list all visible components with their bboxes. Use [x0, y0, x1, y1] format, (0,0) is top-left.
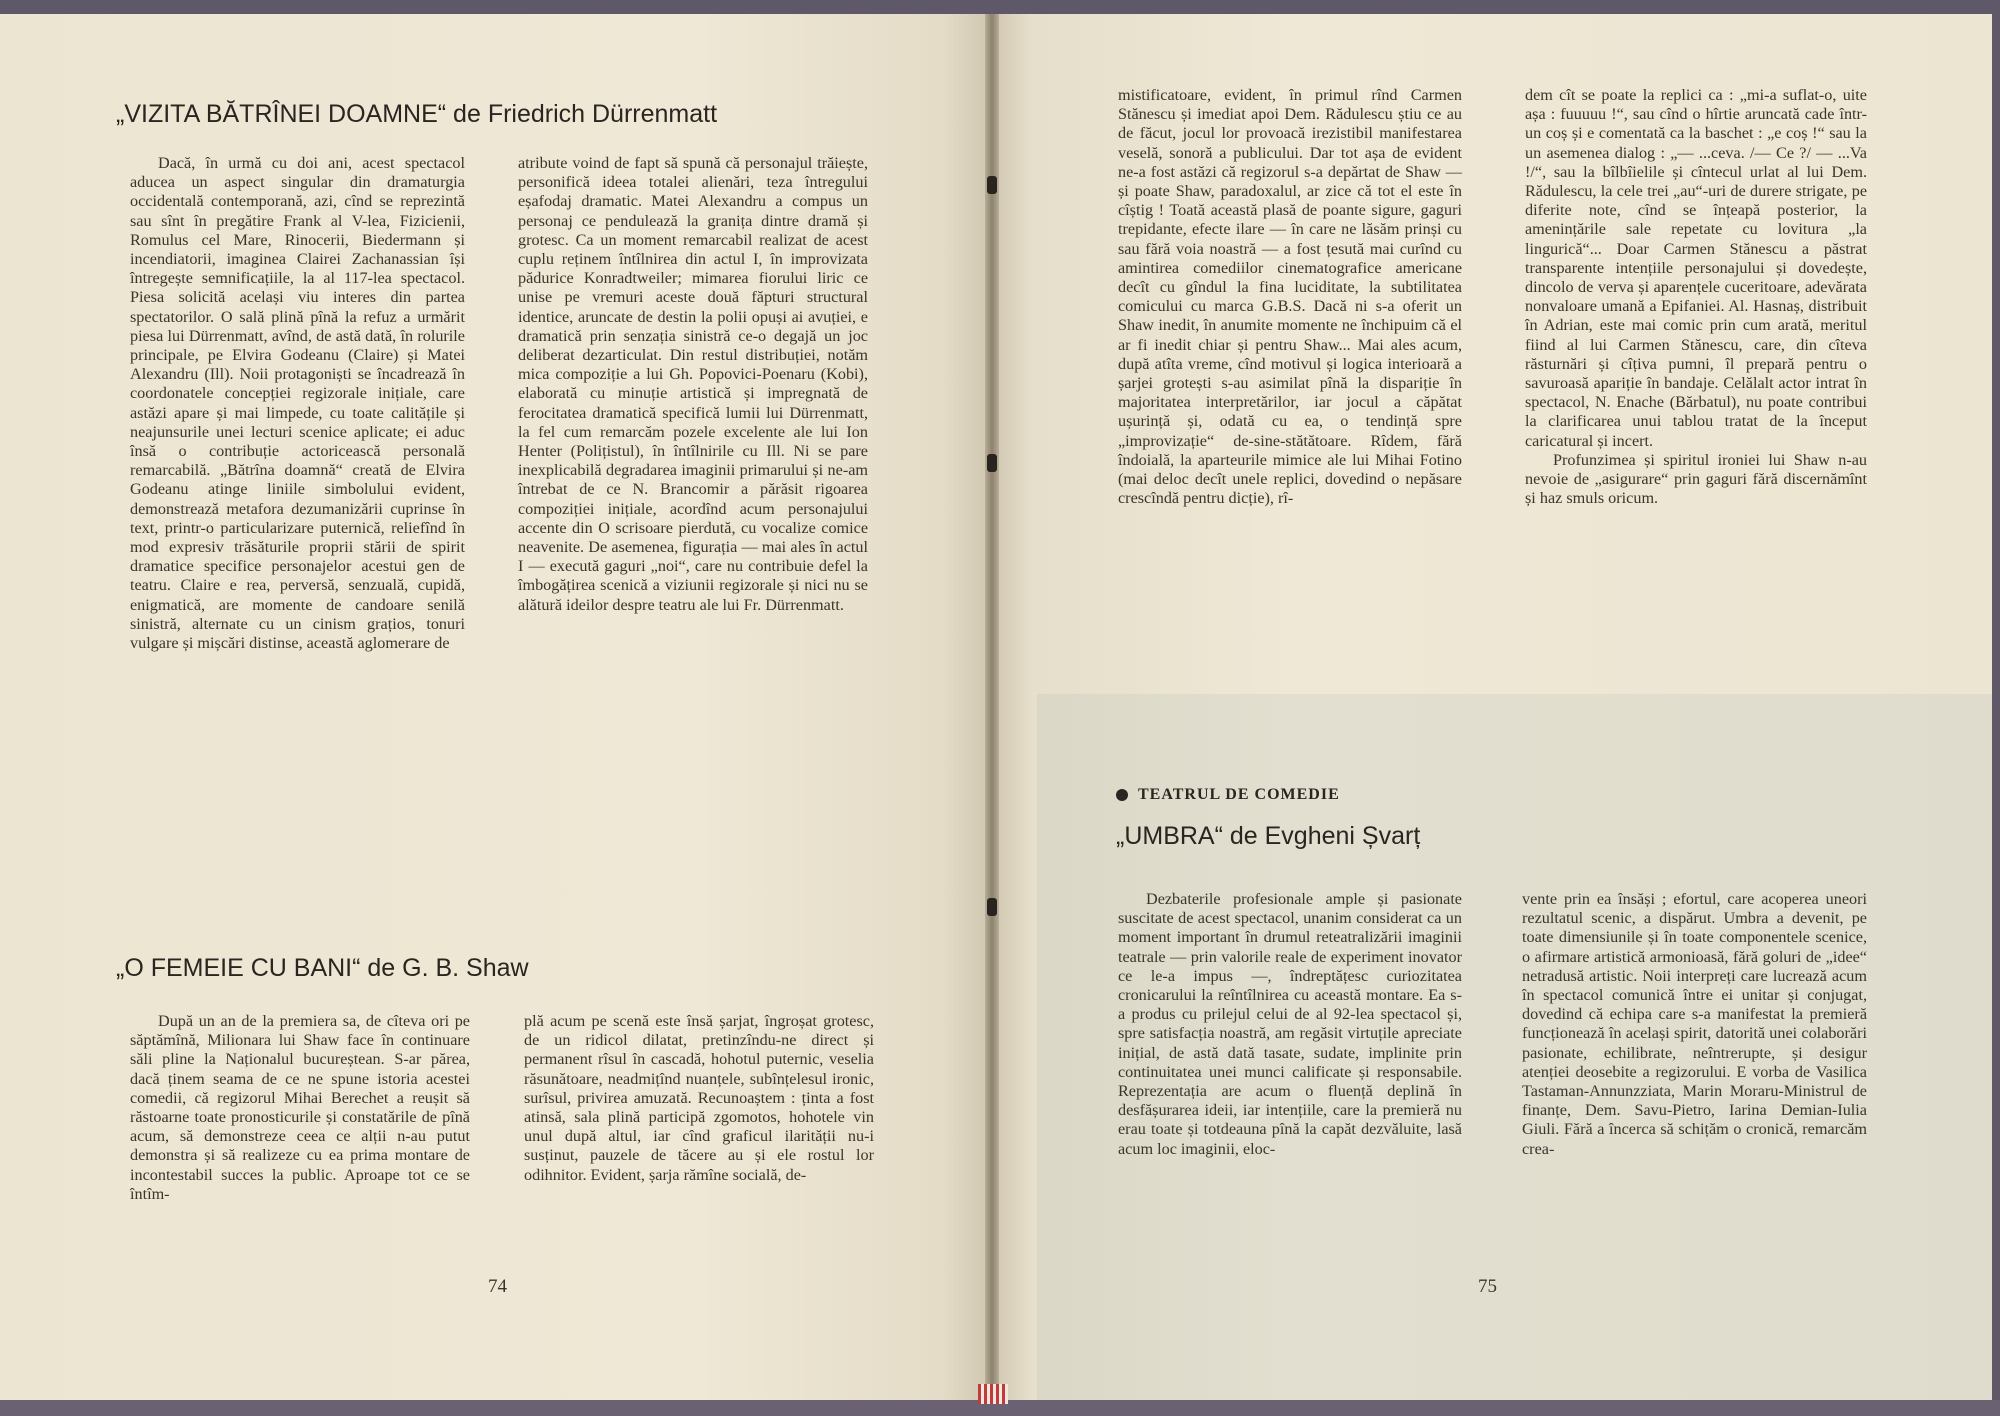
paragraph: plă acum pe scenă este însă șarjat, îngroșat grotesc, de un ridicol dilatat, pretinzîndu-ne direct și permanent rîsul în cascadă, hohotul puternic, veselia răsunătoare, neadmițînd nuanțele, subînțelesul ironic, surîsul, privirea amuzată. Recunoaștem : ținta a fost atinsă, sala plină participă zgomotos, hohotele vin unul după altul, iar cînd graficul ilarității nu-i susținut, pauzele de tăcere au și ele rostul lor odihnitor. Evident, șarja rămîne socială, de- — [524, 1012, 874, 1184]
binding-stitch — [987, 898, 997, 916]
article-umbra-col1 — [1118, 890, 1462, 1159]
paragraph: După un an de la premiera sa, de cîteva ori pe săptămînă, Milionara lui Shaw face în continuare săli pline la Naționalul bucureștean. S-ar părea, dacă ținem seama de ce ne spune istoria acestei comedii, că regizorul Mihai Berechet a reușit să răstoarne toate pronosticurile și constatările de pînă acum, să demonstreze ceea ce alții n-au putut demonstra și să realizeze cu ea prima montare de incontestabil succes la public. Aproape tot ce se întîm- — [130, 1012, 470, 1203]
section-name: TEATRUL DE COMEDIE — [1138, 786, 1340, 803]
book-spread — [0, 14, 2000, 1400]
book-spine — [985, 14, 999, 1400]
article-title-umbra: „UMBRA“ de Evgheni Șvarț — [1116, 822, 1421, 850]
page-number: 75 — [1478, 1276, 1497, 1297]
continuation-col1 — [1118, 86, 1462, 508]
paragraph: Dacă, în urmă cu doi ani, acest spectacol aducea un aspect singular din dramaturgia occidentală contemporană, azi, cînd se reprezintă sau sînt în pregătire Frank al V-lea, Fizicienii, Romulus cel Mare, Rinocerii, Biedermann și incendiatorii, imaginea Clairei Zachanassian își întregește semnificațiile, la al 117-lea spectacol. Piesa solicită același viu interes din partea spectatorilor. O sală plină pînă la refuz a urmărit piesa lui Dürrenmatt, avînd, de astă dată, în rolurile principale, pe Elvira Godeanu (Claire) și Matei Alexandru (Ill). Noii protagoniști se încadrează în coordonatele concepției regizorale inițiale, care astăzi apare și mai limpede, cu toate calitățile și neajunsurile unei lecturi scenice aplicate; ei aduc însă o contribuție actoricească personală remarcabilă. „Bătrîna doamnă“ creată de Elvira Godeanu atinge liniile simbolului evident, demonstrează metafora dezumanizării cuprinse în text, printr-o particularizare puternică, reliefînd în mod expresiv trăsăturile proprii stării de spirit dramatice specifice personajelor acestui gen de teatru. Claire e rea, perversă, senzuală, cupidă, enigmatică, are momente de candoare senilă sinistră, alternate cu un cinism grațios, tonuri vulgare și mișcări distinse, această aglomerare de — [130, 154, 465, 653]
article-vizita-col1 — [130, 154, 465, 653]
binding-stitch — [987, 454, 997, 472]
paragraph: vente prin ea însăși ; efortul, care acoperea uneori rezultatul scenic, a dispărut. Umbra a devenit, pe toate dimensiunile și în toate componentele scenice, o afirmare artistică armonioasă, fără goluri de „idee“ netradusă artistic. Noii interpreți care lucrează acum în spectacol comunică între ei unitar și conjugat, dovedind că echipa care s-a manifestat la premieră funcționează în același spirit, datorită unei colaborări pasionate, echilibrate, neîntrerupte, și desigur atenției deosebite a regizorului. E vorba de Vasilica Tastaman-Annunzziata, Marin Moraru-Ministrul de finanțe, Dem. Savu-Pietro, Iarina Demian-Iulia Giuli. Fără a încerca să schițăm o cronică, remarcăm crea- — [1522, 890, 1867, 1158]
bookmark-ribbon — [978, 1384, 1008, 1404]
article-title-femeie: „O FEMEIE CU BANI“ de G. B. Shaw — [116, 954, 529, 982]
section-label — [1116, 786, 1340, 804]
binding-stitch — [987, 176, 997, 194]
article-umbra-col2 — [1522, 890, 1867, 1159]
article-title-vizita: „VIZITA BĂTRÎNEI DOAMNE“ de Friedrich Dürrenmatt — [116, 100, 718, 128]
paragraph: mistificatoare, evident, în primul rînd Carmen Stănescu și imediat apoi Dem. Rădulescu știu ce au de făcut, jocul lor provoacă irezistibil manifestarea veselă, sonoră a publicului. Dar tot așa de evident ne-a fost astăzi că regizorul s-a depărtat de Shaw — și poate Shaw, paradoxalul, ar zice că tot el este în cîștig ! Toată această plasă de poante sigure, gaguri trepidante, efecte ilare — în care ne lăsăm prinși cu sau fără voia noastră — a fost țesută mai curînd cu amintirea comediilor cinematografice americane decît cu gîndul la fina luciditate, la subtilitatea comicului cu marca G.B.S. Dacă ni s-a oferit un Shaw inedit, în anumite momente ne închipuim că el ar fi inedit chiar și pentru Shaw... Mai ales acum, după atîta vreme, cînd motivul și logica interioară a șarjei grotești s-au asimilat pînă la dispariție în majoritatea interpretărilor, iar jocul a căpătat ușurință și, odată cu ea, o tendință spre „improvizație“ de-sine-stătătoare. Rîdem, fără îndoială, la aparteurile mimice ale lui Mihai Fotino (mai deloc decît unele replici, dovedind o nepăsare crescîndă pentru dicție), rî- — [1118, 86, 1462, 508]
paragraph: dem cît se poate la replici ca : „mi-a suflat-o, uite așa : fuuuuu !“, sau cînd o hîrtie aruncată cade într-un coș și e comentată ca la baschet : „e coș !“ sau la un asemenea dialog : „— ...ceva. /— Ce ?/ — ...Va !/“, sau la bîlbîielile și cîntecul urlat al lui Dem. Rădulescu, la cele trei „au“-uri de durere strigate, pe diferite note, cînd se înțeapă posterior, la amenințările sale repetate cu lovitura „la lingurică“... Doar Carmen Stănescu a păstrat transparente intențiile personajului și dovedește, dincolo de verva și aparențele cuceritoare, adevărata nonvaloare umană a Epifaniei. Al. Hasnaș, distribuit în Adrian, este mai comic prin cum arată, meritul fiind al lui Carmen Stănescu, care, din cîteva răsturnări și cîțiva pumni, îl prepară pentru o savuroasă apariție în bandaje. Celălalt actor intrat în spectacol, N. Enache (Bărbatul), nu poate contribui la clarificarea unui tablou tratat de la început caricatural și incert. — [1525, 86, 1867, 450]
page-75 — [992, 14, 1992, 1400]
paragraph: Profunzimea și spiritul ironiei lui Shaw n-au nevoie de „asigurare“ prin gaguri fără discernămînt și haz smuls oricum. — [1525, 450, 1867, 508]
article-femeie-col2 — [524, 1012, 874, 1185]
continuation-col2 — [1525, 86, 1867, 508]
bullet-icon — [1116, 789, 1128, 801]
article-vizita-col2 — [518, 154, 868, 615]
paragraph: atribute voind de fapt să spună că personajul trăiește, personifică ideea totalei alienări, teza întregului eșafodaj dramatic. Matei Alexandru a compus un personaj ce pendulează la granița dintre dramă și grotesc. Ca un moment remarcabil realizat de acest cuplu reținem întîlnirea din actul I, în improvizata pădurice Konradtweiler; mimarea fiorului liric ce unise pe vremuri aceste două făpturi structural identice, aruncate de destin la polii opuși ai avuției, e dramatică prin senzația sinistră ce-o degajă un joc deliberat dezarticulat. Din restul distribuției, notăm mica compoziție a lui Gh. Popovici-Poenaru (Kobi), elaborată cu minuție artistică și impregnată de ferocitatea dramatică specifică lumii lui Dürrenmatt, la fel cum remarcăm pozele excelente ale lui Ion Henter (Polițistul), în întîlnirile cu Ill. Ni se pare inexplicabilă degradarea imaginii primarului și ne-am întrebat de ce N. Brancomir a părăsit rigoarea compoziției inițiale, acordînd acum personajului accente din O scrisoare pierdută, cu vocalize comice neavenite. De asemenea, figurația — mai ales în actul I — execută gaguri „noi“, care nu contribuie defel la îmbogățirea scenică a viziunii regizorale și nici nu se alătură ideilor despre teatru ale lui Fr. Dürrenmatt. — [518, 154, 868, 614]
article-femeie-col1 — [130, 1012, 470, 1204]
page-74 — [0, 14, 992, 1400]
page-number: 74 — [488, 1276, 507, 1297]
paragraph: Dezbaterile profesionale ample și pasionate suscitate de acest spectacol, unanim considerat ca un moment important în drumul reteatralizării imaginii teatrale — prin valorile reale de experiment inovator ce le-a impus —, îndreptățesc curiozitatea cronicarului la reîntîlnirea cu această montare. Ea s-a produs cu prilejul celui de al 92-lea spectacol și, spre satisfacția noastră, am regăsit virtuțile apreciate inițial, de astă dată tasate, sudate, implinite prin continuitatea unei munci calificate și responsabile. Reprezentația are acum o fluență deplină în desfășurarea ideii, iar intențiile, care la premieră nu erau toate și totdeauna pînă la capăt dezvăluite, lasă acum loc imaginii, eloc- — [1118, 890, 1462, 1158]
